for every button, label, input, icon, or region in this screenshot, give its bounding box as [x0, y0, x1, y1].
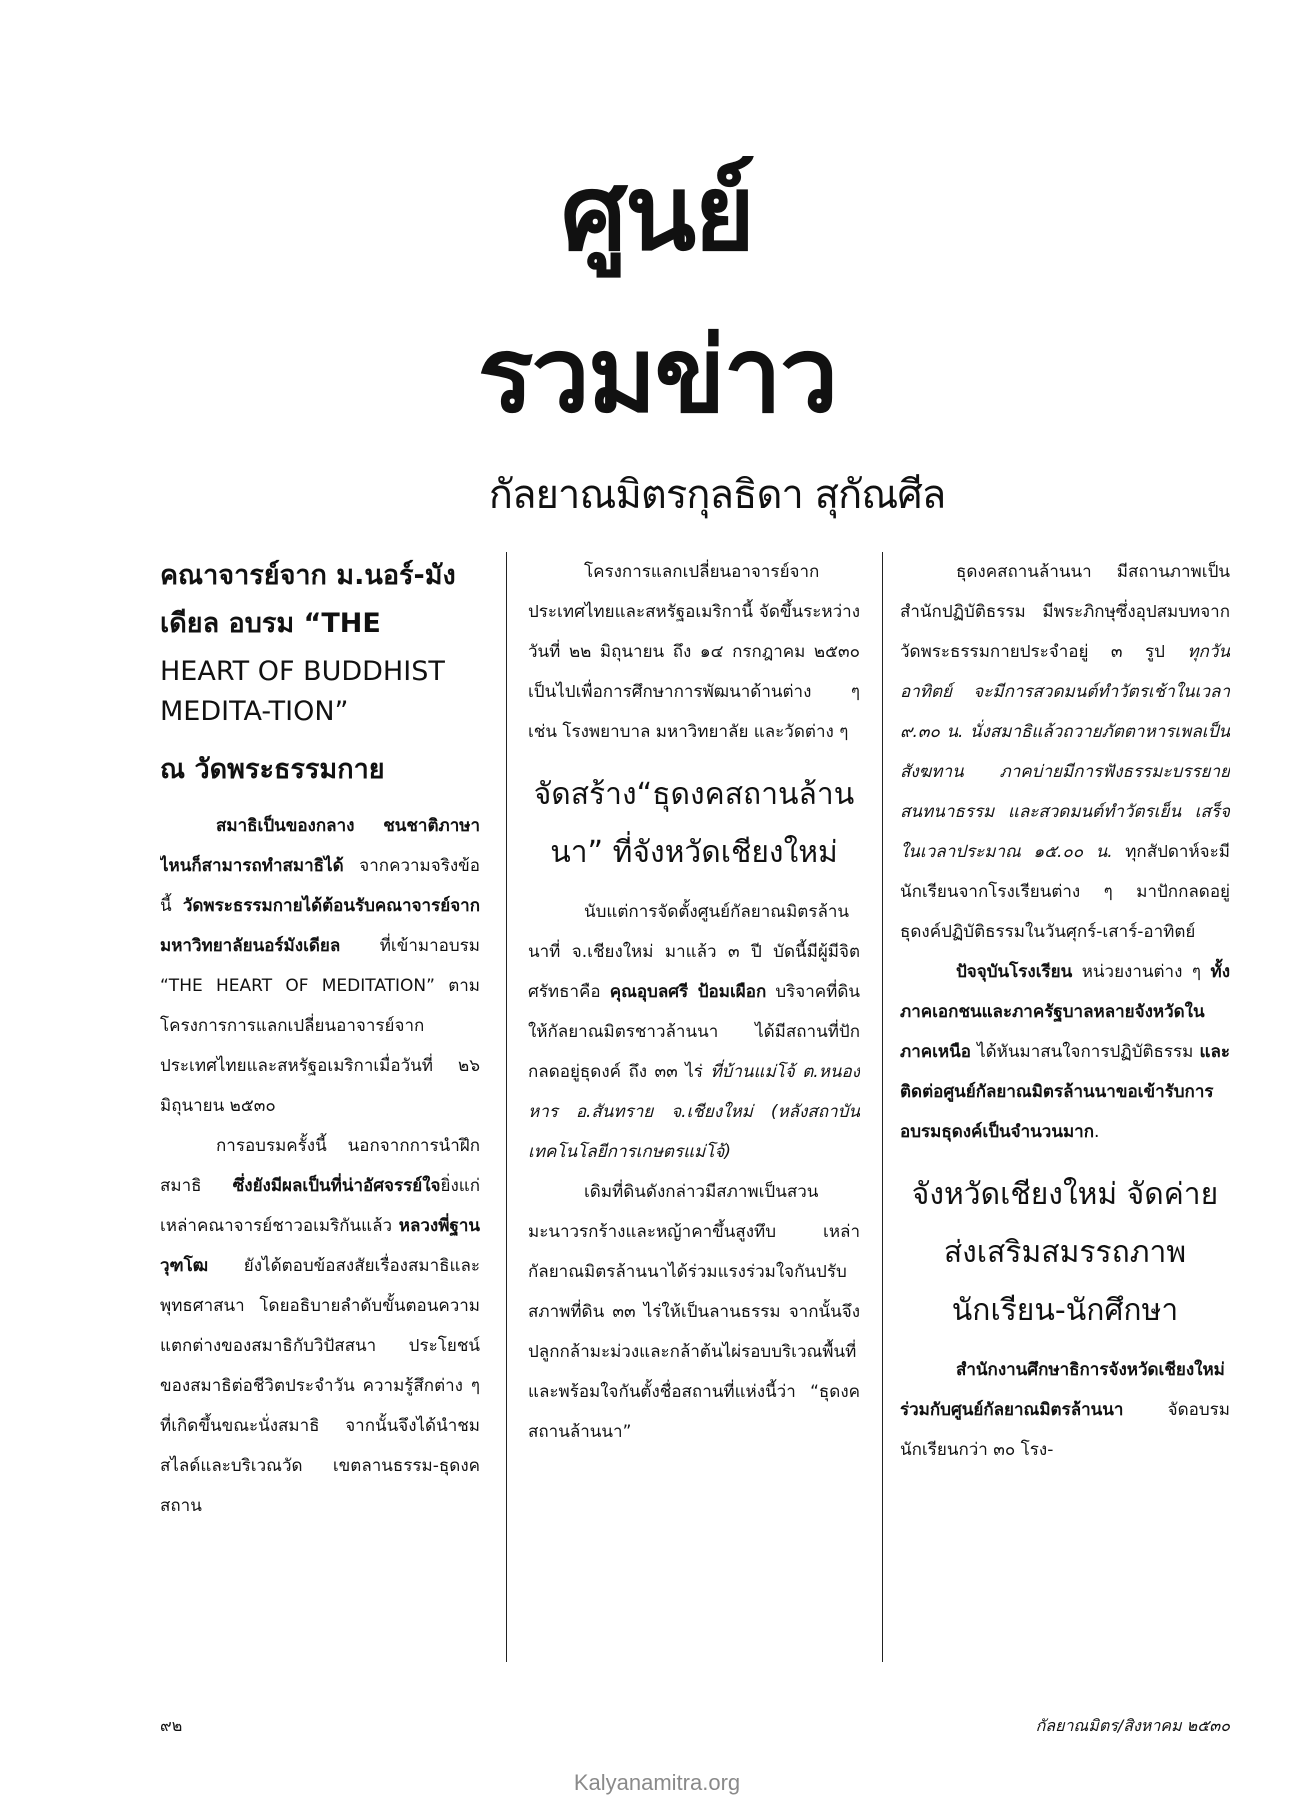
watermark: Kalyanamitra.org — [573, 1770, 741, 1795]
issue-label: กัลยาณมิตร/สิงหาคม ๒๕๓๐ — [1035, 1716, 1230, 1735]
page-title-line2: รวมข่าว — [477, 314, 837, 436]
article1-paragraph-1: สมาธิเป็นของกลาง ชนชาติภาษาไหนก็สามารถทำสมาธิได้ จากความจริงข้อนี้ วัดพระธรรมกายได้ต้อนรับคณาจารย์จากมหาวิทยาลัยนอร์มังเดียล ที่เข้ามาอบรม “THE HEART OF MEDITATION” ตามโครงการการแลกเปลี่ยนอาจารย์จากประเทศไทยและสหรัฐอเมริกาเมื่อวันที่ ๒๖ มิถุนายน ๒๕๓๐ — [160, 816, 480, 1116]
article2-paragraph-2: เดิมที่ดินดังกล่าวมีสภาพเป็นสวนมะนาวรกร้างและหญ้าคาขึ้นสูงทึบ เหล่ากัลยาณมิตรล้านนาได้ร่วมแรงร่วมใจกันปรับสภาพที่ดิน ๓๓ ไร่ให้เป็นลานธรรม จากนั้นจึงปลูกกล้ามะม่วงและกล้าต้นไผ่รอบบริเวณพื้นที่ และพร้อมใจกันตั้งชื่อสถานที่แห่งนี้ว่า “ธุดงคสถานล้านนา” — [528, 1182, 860, 1442]
article-column-3 — [900, 552, 1230, 1662]
article1-heading: คณาจารย์จาก ม.นอร์-มังเดียล อบรม “THE — [160, 560, 456, 639]
article2-paragraph-4: ปัจจุบันโรงเรียน หน่วยงานต่าง ๆ ทั้งภาคเอกชนและภาครัฐบาลหลายจังหวัดในภาคเหนือ ได้หันมาสนใจการปฏิบัติธรรม และติดต่อศูนย์กัลยาณมิตรล้านนาขอเข้ารับการอบรมธุดงค์เป็นจำนวนมาก. — [900, 962, 1230, 1142]
article3-paragraph-1: สำนักงานศึกษาธิการจังหวัดเชียงใหม่ ร่วมกับศูนย์กัลยาณมิตรล้านนา จัดอบรมนักเรียนกว่า ๓๐ โรง- — [900, 1360, 1230, 1460]
article1-paragraph-2: การอบรมครั้งนี้ นอกจากการนำฝึกสมาธิ ซึ่งยังมีผลเป็นที่น่าอัศจรรย์ใจยิ่งแก่เหล่าคณาจารย์ชาวอเมริกันแล้ว หลวงพี่ฐานวุฑโฒ ยังได้ตอบข้อสงสัยเรื่องสมาธิและพุทธศาสนา โดยอธิบายลำดับขั้นตอนความแตกต่างของสมาธิกับวิปัสสนา ประโยชน์ของสมาธิต่อชีวิตประจำวัน ความรู้สึกต่าง ๆ ที่เกิดขึ้นขณะนั่งสมาธิ จากนั้นจึงได้นำชมสไลด์และบริเวณวัด เขตลานธรรม-ธุดงคสถาน — [160, 1136, 480, 1516]
article2-paragraph-3: ธุดงคสถานล้านนา มีสถานภาพเป็นสำนักปฏิบัติธรรม มีพระภิกษุซึ่งอุปสมบทจากวัดพระธรรมกายประจำอยู่ ๓ รูป ทุกวันอาทิตย์ จะมีการสวดมนต์ทำวัตรเช้าในเวลา ๙.๓๐ น. นั่งสมาธิแล้วถวายภัตตาหารเพลเป็นสังฆทาน ภาคบ่ายมีการฟังธรรมะบรรยาย สนทนาธรรม และสวดมนต์ทำวัตรเย็น เสร็จในเวลาประมาณ ๑๕.๐๐ น. ทุกสัปดาห์จะมีนักเรียนจากโรงเรียนต่าง ๆ มาปักกลดอยู่ธุดงค์ปฏิบัติธรรมในวันศุกร์-เสาร์-อาทิตย์ — [900, 562, 1230, 942]
article3-heading: จังหวัดเชียงใหม่ จัดค่ายส่งเสริมสมรรถภาพนักเรียน-นักศึกษา — [911, 1177, 1219, 1328]
page-title-line1: ศูนย์ — [560, 152, 754, 274]
column-divider-2 — [882, 552, 883, 1662]
article1-heading-english: HEART OF BUDDHIST MEDITA-TION” — [160, 656, 445, 727]
byline: กัลยาณมิตรกุลธิดา สุกัณศีล — [488, 472, 946, 518]
article1-heading-place: ณ วัดพระธรรมกาย — [160, 754, 385, 785]
page-number: ๙๒ — [160, 1716, 183, 1735]
article2-heading: จัดสร้าง“ธุดงคสถานล้านนา” ที่จังหวัดเชียงใหม่ — [533, 777, 855, 870]
article-column-2 — [528, 552, 860, 1662]
article2-paragraph-1: นับแต่การจัดตั้งศูนย์กัลยาณมิตรล้านนาที่ จ.เชียงใหม่ มาแล้ว ๓ ปี บัดนี้มีผู้มีจิตศรัทธาคือ คุณอุบลศรี ป้อมเผือก บริจาคที่ดินให้กัลยาณมิตรชาวล้านนา ได้มีสถานที่ปักกลดอยู่ธุดงค์ ถึง ๓๓ ไร่ ที่บ้านแม่โจ้ ต.หนองหาร อ.สันทราย จ.เชียงใหม่ (หลังสถาบันเทคโนโลยีการเกษตรแม่โจ้) — [528, 902, 860, 1162]
article1-paragraph-3: โครงการแลกเปลี่ยนอาจารย์จากประเทศไทยและสหรัฐอเมริกานี้ จัดขึ้นระหว่างวันที่ ๒๒ มิถุนายน ถึง ๑๔ กรกฎาคม ๒๕๓๐ เป็นไปเพื่อการศึกษาการพัฒนาด้านต่าง ๆ เช่น โรงพยาบาล มหาวิทยาลัย และวัดต่าง ๆ — [528, 562, 860, 742]
column-divider-1 — [506, 552, 507, 1662]
article-column-1 — [160, 552, 480, 1662]
